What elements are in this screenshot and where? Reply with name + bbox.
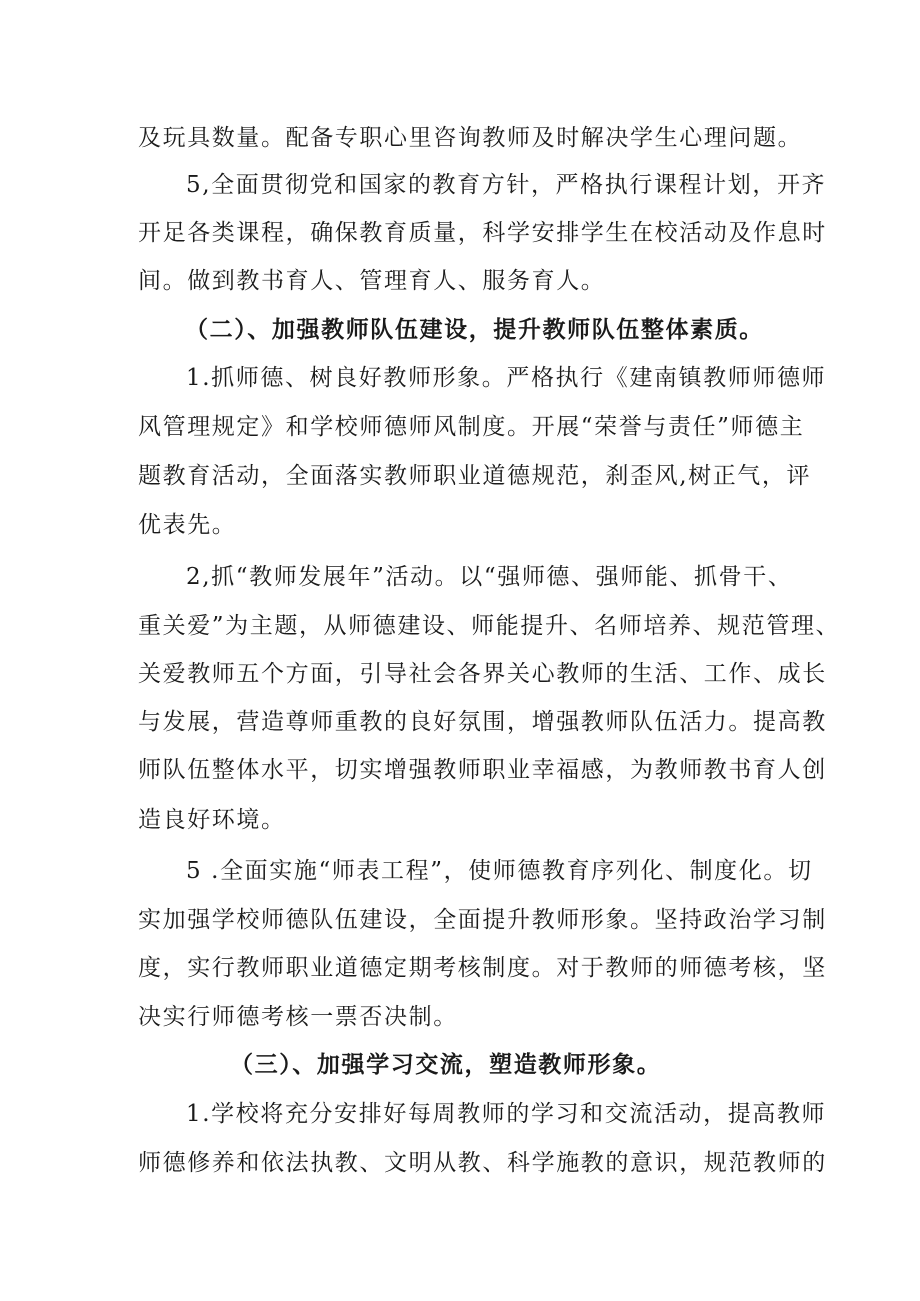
paragraph-line: 决实行师德考核一票否决制。	[138, 1004, 458, 1030]
paragraph-line: 师队伍整体水平，切实增强教师职业幸福感，为教师教书育人创	[138, 757, 827, 783]
paragraph-line: 关爱教师五个方面，引导社会各界关心教师的生活、工作、成长	[138, 661, 827, 687]
paragraph-line: 2,抓“教师发展年”活动。以“强师德、强师能、抓骨干、	[186, 564, 793, 590]
paragraph-line: 风管理规定》和学校师德师风制度。开展“荣誉与责任”师德主	[138, 414, 805, 440]
paragraph-line: 及玩具数量。配备专职心里咨询教师及时解决学生心理问题。	[138, 125, 803, 151]
paragraph-line: 实加强学校师德队伍建设，全面提升教师形象。坚持政治学习制	[138, 907, 827, 933]
paragraph-line: 5,全面贯彻党和国家的教育方针，严格执行课程计划，开齐	[186, 172, 827, 198]
paragraph-line: 题教育活动，全面落实教师职业道德规范，刹歪风,树正气，评	[138, 463, 812, 489]
paragraph-line: 5 .全面实施“师表工程”，使师德教育序列化、制度化。切	[186, 858, 813, 884]
paragraph-line: 开足各类课程，确保教育质量，科学安排学生在校活动及作息时	[138, 220, 827, 246]
paragraph-line: 造良好环境。	[138, 807, 286, 833]
paragraph-line: 1.学校将充分安排好每周教师的学习和交流活动，提高教师	[186, 1101, 827, 1127]
section-heading: （三）、加强学习交流，塑造教师形象。	[230, 1051, 662, 1078]
paragraph-line: 优表先。	[138, 512, 237, 538]
paragraph-line: 1.抓师德、树良好教师形象。严格执行《建南镇教师师德师	[186, 365, 827, 391]
paragraph-line: 重关爱”为主题，从师德建设、师能提升、名师培养、规范管理、	[138, 613, 841, 639]
paragraph-line: 与发展，营造尊师重教的良好氛围，增强教师队伍活力。提高教	[138, 709, 827, 735]
paragraph-line: 度，实行教师职业道德定期考核制度。对于教师的师德考核，坚	[138, 955, 827, 981]
paragraph-line: 间。做到教书育人、管理育人、服务育人。	[138, 268, 606, 294]
paragraph-line: 师德修养和依法执教、文明从教、科学施教的意识，规范教师的	[138, 1150, 827, 1176]
section-heading: （二）、加强教师队伍建设，提升教师队伍整体素质。	[185, 316, 764, 343]
